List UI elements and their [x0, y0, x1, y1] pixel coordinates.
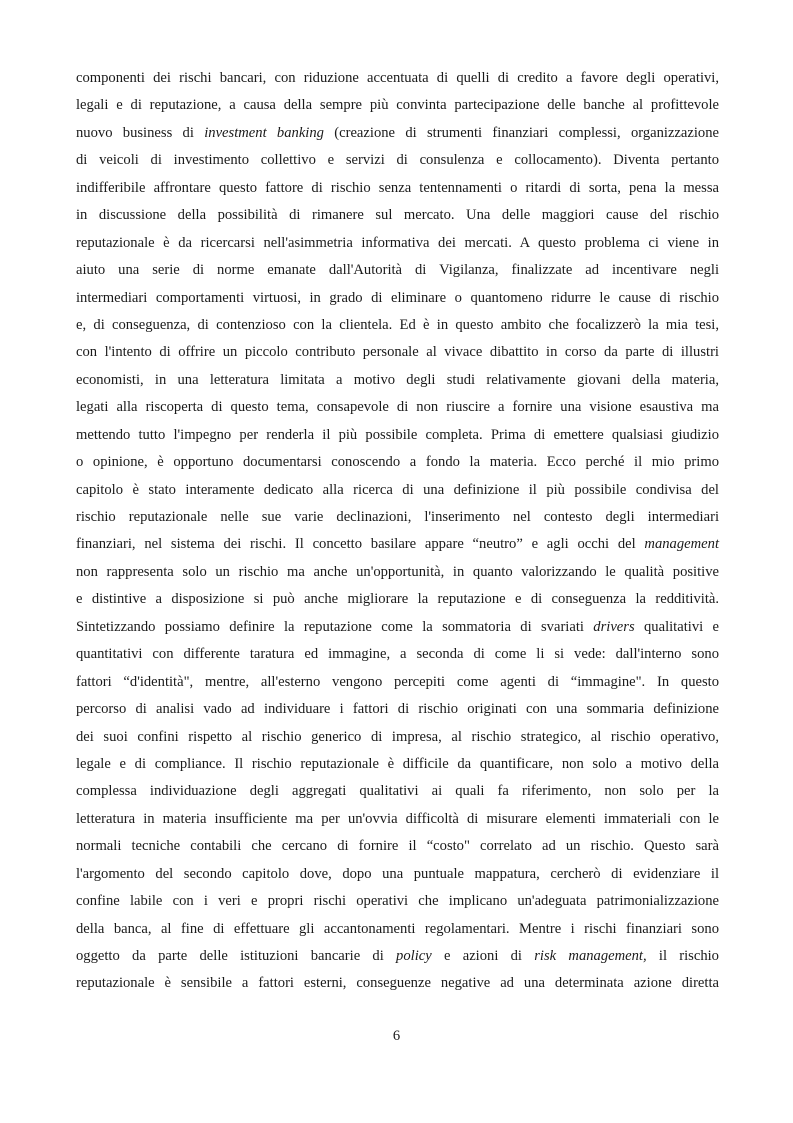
text-line [76, 367, 719, 394]
italic-term: management [644, 536, 719, 553]
text-segment: il rischio [646, 948, 719, 964]
text-line [76, 65, 719, 92]
text-line [76, 285, 719, 312]
text-line [76, 92, 719, 119]
text-line [76, 147, 719, 174]
text-segment: reputazionale è sensibile a fattori esterni, conseguenze negative ad una determinata azione diretta [76, 975, 719, 992]
text-segment: capitolo è stato interamente dedicato alla ricerca di una definizione il più possibile condivisa del [76, 481, 719, 498]
text-line [76, 861, 719, 888]
text-line [76, 586, 719, 613]
text-segment: e azioni di [431, 948, 535, 964]
text-segment: dei suoi confini rispetto al rischio generico di impresa, al rischio strategico, al rischio operativo, [76, 728, 719, 745]
text-line [76, 531, 719, 558]
text-line [76, 833, 719, 860]
text-segment: Sintetizzando possiamo definire la reputazione come la sommatoria di svariati [76, 618, 594, 635]
text-segment: l'argomento del secondo capitolo dove, dopo una puntuale mappatura, cercherò di evidenziare il [76, 865, 719, 882]
text-segment: percorso di analisi vado ad individuare i fattori di rischio originati con una sommaria definizione [76, 701, 719, 718]
text-line [76, 970, 719, 997]
text-segment: nuovo business di [76, 124, 205, 141]
text-segment: (creazione di strumenti finanziari complessi, organizzazione [323, 124, 719, 141]
text-segment: legale e di compliance. Il rischio reputazionale è difficile da quantificare, non solo a motivo della [76, 755, 719, 772]
text-line [76, 806, 719, 833]
text-segment: letteratura in materia insufficiente ma per un'ovvia difficoltà di misurare elementi immateriali con le [76, 810, 719, 827]
text-segment: con l'intento di offrire un piccolo contributo personale al vivace dibattito in corso da parte di illustri [76, 344, 719, 361]
text-line [76, 449, 719, 476]
text-line [76, 778, 719, 805]
italic-term: investment banking [204, 124, 324, 141]
italic-term: policy [396, 948, 432, 964]
text-line [76, 202, 719, 229]
text-line [76, 614, 719, 641]
text-line [76, 339, 719, 366]
text-segment: e, di conseguenza, di contenzioso con la clientela. Ed è in questo ambito che focalizzerò la mia tesi, [76, 316, 719, 333]
text-line [76, 751, 719, 778]
text-segment: reputazionale è da ricercarsi nell'asimmetria informativa dei mercati. A questo problema ci viene in [76, 234, 719, 251]
text-segment: rischio reputazionale nelle sue varie declinazioni, l'inserimento nel contesto degli intermediari [76, 509, 719, 525]
text-line [76, 312, 719, 339]
text-line [76, 916, 719, 943]
text-segment: finanziari, nel sistema dei rischi. Il concetto basilare appare “neutro” e agli occhi del [76, 536, 645, 553]
text-segment: intermediari comportamenti virtuosi, in grado di eliminare o quantomeno ridurre le cause di rischio [76, 289, 719, 306]
text-segment: aiuto una serie di norme emanate dall'Autorità di Vigilanza, finalizzate ad incentivare negli [76, 262, 719, 279]
text-line [76, 724, 719, 751]
text-segment: economisti, in una letteratura limitata a motivo degli studi relativamente giovani della materia, [76, 371, 719, 388]
text-line [76, 641, 719, 668]
text-segment: qualitativi e [634, 618, 719, 635]
text-line [76, 394, 719, 421]
text-line [76, 120, 719, 147]
text-segment: quantitativi con differente taratura ed immagine, a seconda di come li si vede: dall'interno sono [76, 646, 719, 663]
text-segment: mettendo tutto l'impegno per renderla il più possibile completa. Prima di emettere qualsiasi giudizio [76, 426, 719, 443]
page-number: 6 [392, 1028, 401, 1044]
text-line [76, 559, 719, 586]
text-line [76, 175, 719, 202]
italic-term: drivers [593, 618, 635, 635]
text-line [76, 696, 719, 723]
text-segment: o opinione, è opportuno documentarsi conoscendo a fondo la materia. Ecco perché il mio primo [76, 454, 719, 471]
text-segment: fattori “d'identità", mentre, all'esterno vengono percepiti come agenti di “immagine". In questo [76, 673, 719, 690]
text-segment: complessa individuazione degli aggregati qualitativi ai quali fa riferimento, non solo per la [76, 783, 719, 800]
text-line [76, 477, 719, 504]
text-segment: della banca, al fine di effettuare gli accantonamenti regolamentari. Mentre i rischi finanziari sono [76, 920, 719, 937]
text-segment: legali e di reputazione, a causa della sempre più convinta partecipazione delle banche al profittevole [76, 97, 719, 114]
text-segment: normali tecniche contabili che cercano di fornire il “costo" correlato ad un rischio. Questo sarà [76, 838, 719, 855]
italic-term: risk management, [534, 948, 647, 964]
text-segment: oggetto da parte delle istituzioni bancarie di [76, 948, 397, 964]
text-line [76, 230, 719, 257]
text-segment: in discussione della possibilità di rimanere sul mercato. Una delle maggiori cause del rischio [76, 207, 719, 224]
text-line [76, 422, 719, 449]
text-segment: legati alla riscoperta di questo tema, consapevole di non riuscire a fornire una visione esaustiva ma [76, 399, 719, 416]
text-segment: componenti dei rischi bancari, con riduzione accentuata di quelli di credito a favore degli operativi, [76, 70, 719, 86]
text-line [76, 669, 719, 696]
text-line [76, 943, 719, 970]
text-segment: non rappresenta solo un rischio ma anche un'opportunità, in quanto valorizzando le qualità positive [76, 563, 719, 580]
text-line [76, 504, 719, 531]
text-segment: indifferibile affrontare questo fattore di rischio senza tentennamenti o ritardi di sorta, pena la messa [76, 179, 719, 196]
text-line [76, 257, 719, 284]
text-segment: di veicoli di investimento collettivo e servizi di consulenza e collocamento). Diventa pertanto [76, 152, 719, 169]
body-paragraph [76, 65, 719, 998]
text-line [76, 888, 719, 915]
text-segment: e distintive a disposizione si può anche migliorare la reputazione e di conseguenza la redditività. [76, 591, 719, 608]
text-segment: confine labile con i veri e propri rischi operativi che implicano un'adeguata patrimonializzazione [76, 893, 719, 910]
